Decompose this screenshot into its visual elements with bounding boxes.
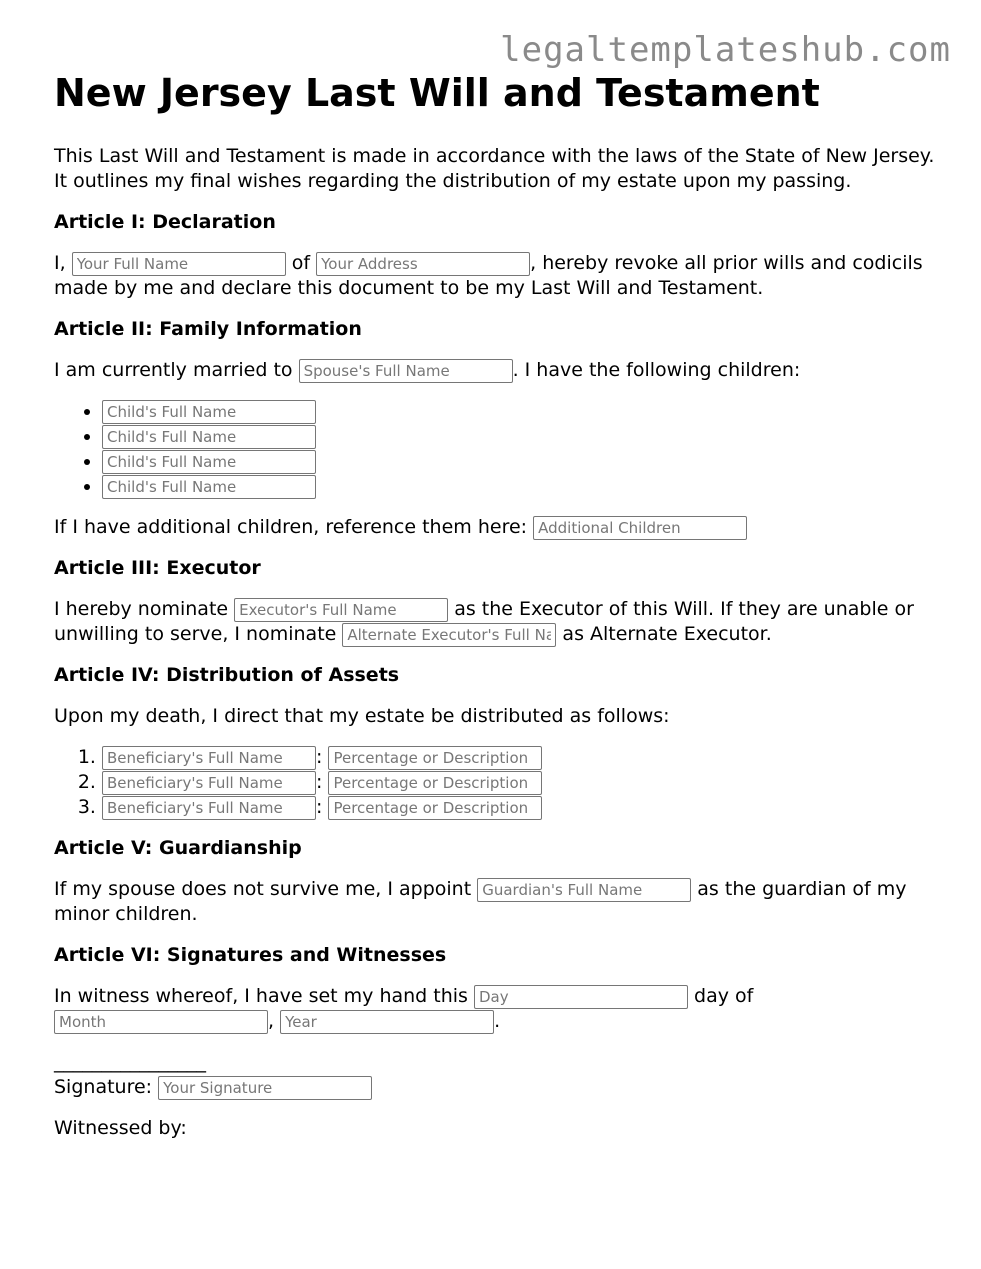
guardian-name-input[interactable] [477,878,691,902]
text: as Alternate Executor. [562,623,772,645]
executor-name-input[interactable] [234,598,448,622]
list-item [102,474,944,499]
list-item [102,399,944,424]
article-4-heading: Article IV: Distribution of Assets [54,664,400,686]
beneficiary-share-input-2[interactable] [328,771,542,795]
signature-row [54,1075,944,1100]
beneficiary-share-input-3[interactable] [328,796,542,820]
article-6-text [54,984,944,1034]
full-name-input[interactable] [72,252,286,276]
text: I hereby nominate [54,598,229,620]
child-name-input-3[interactable] [102,450,316,474]
text: . I have the following children: [512,359,801,381]
text: of [291,252,311,274]
text: In witness whereof, I have set my hand this [54,985,468,1007]
beneficiary-list [54,745,944,820]
text: , hereby revoke all prior wills and codicils made by me and declare this document to be my Last Will and Testament. [54,252,923,299]
text: I am currently married to [54,359,293,381]
article-5-text [54,877,944,927]
text: , [268,1010,275,1032]
year-input[interactable] [280,1010,494,1034]
text: day of [694,985,754,1007]
signature-label: Signature: [54,1076,153,1098]
article-6-heading: Article VI: Signatures and Witnesses [54,944,447,966]
text: If I have additional children, reference them here: [54,516,528,538]
signature-input[interactable] [158,1076,372,1100]
address-input[interactable] [316,252,530,276]
watermark: legaltemplateshub.com [500,30,951,70]
child-name-input-2[interactable] [102,425,316,449]
beneficiary-name-input-1[interactable] [102,746,316,770]
article-3-heading: Article III: Executor [54,557,261,579]
separator: : [316,796,323,818]
article-4-text: Upon my death, I direct that my estate be distributed as follows: [54,705,670,727]
article-2-text [54,358,944,383]
article-5-heading: Article V: Guardianship [54,837,302,859]
list-item [102,770,944,795]
separator: : [316,771,323,793]
text: as the guardian of my minor children. [54,878,907,925]
list-item [102,795,944,820]
article-1-text [54,251,944,301]
day-input[interactable] [474,985,688,1009]
signature-underline: ________________ [54,1051,206,1073]
article-2-heading: Article II: Family Information [54,318,362,340]
child-name-input-1[interactable] [102,400,316,424]
separator: : [316,746,323,768]
intro-paragraph: This Last Will and Testament is made in accordance with the laws of the State of New Jersey. It outlines my final wishes regarding the distribution of my estate upon my passing. [54,145,935,192]
text: I, [54,252,66,274]
list-item [102,424,944,449]
beneficiary-share-input-1[interactable] [328,746,542,770]
month-input[interactable] [54,1010,268,1034]
list-item [102,449,944,474]
additional-children-text [54,515,944,540]
beneficiary-name-input-2[interactable] [102,771,316,795]
beneficiary-name-input-3[interactable] [102,796,316,820]
document [54,68,944,1141]
child-name-input-4[interactable] [102,475,316,499]
text: as the Executor of this Will. If they are unable or unwilling to serve, I nominate [54,598,914,645]
list-item [102,745,944,770]
children-list [54,399,944,499]
spouse-name-input[interactable] [299,359,513,383]
text: . [494,1010,501,1032]
text: If my spouse does not survive me, I appoint [54,878,472,900]
witnessed-by-label: Witnessed by: [54,1117,187,1139]
alternate-executor-input[interactable] [342,623,556,647]
page-title: New Jersey Last Will and Testament [54,71,820,115]
article-1-heading: Article I: Declaration [54,211,276,233]
article-3-text [54,597,944,647]
additional-children-input[interactable] [533,516,747,540]
